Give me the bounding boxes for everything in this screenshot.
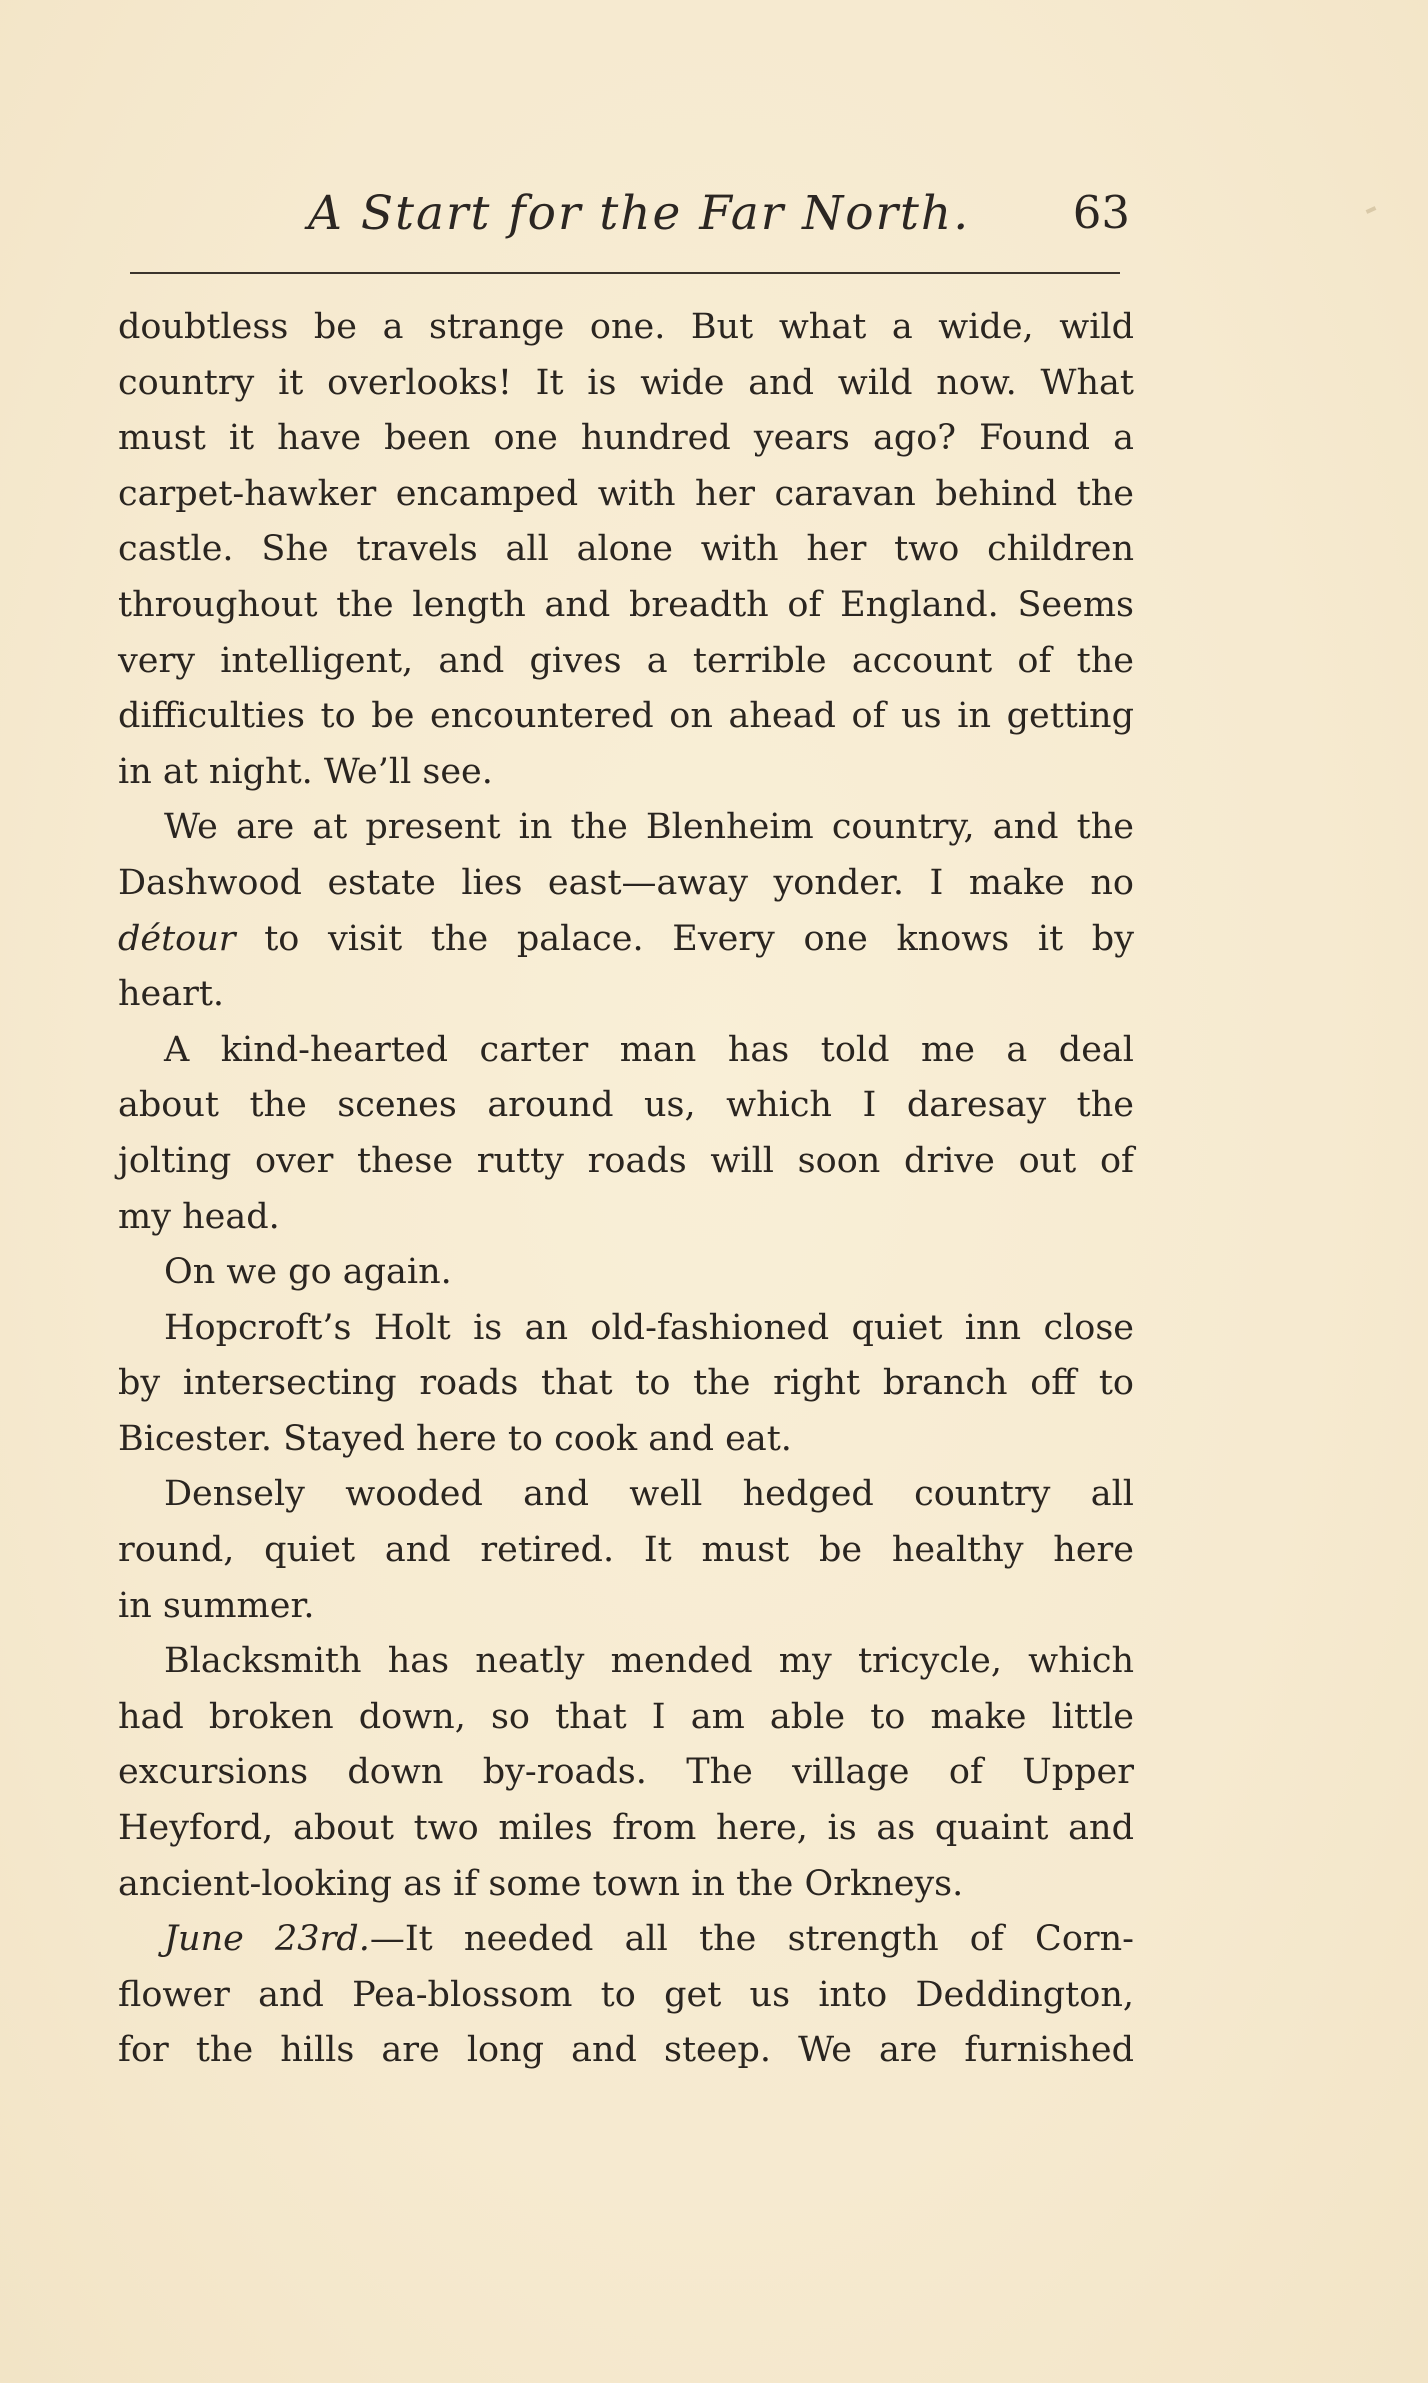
text-line: in at night. We’ll see.	[118, 751, 493, 792]
text-line-rest: —It needed all the strength of Corn-	[369, 1919, 1134, 1960]
text-line: throughout the length and breadth of England. Seems	[118, 584, 1134, 625]
text-line: Bicester. Stayed here to cook and eat.	[118, 1418, 792, 1459]
text-line: Heyford, about two miles from here, is as quaint and	[118, 1808, 1134, 1849]
text-line: for the hills are long and steep. We are furnished	[118, 2030, 1134, 2071]
date-entry: June 23rd.	[164, 1919, 370, 1960]
text-line: heart.	[118, 974, 225, 1015]
text-line-dated	[118, 1912, 1134, 1968]
page-number: 63	[1072, 186, 1130, 239]
text-line: must it have been one hundred years ago? Found a	[118, 418, 1134, 459]
text-line: jolting over these rutty roads will soon drive out of	[118, 1140, 1134, 1181]
text-line: ancient-looking as if some town in the Orkneys.	[118, 1863, 964, 1904]
text-line: Hopcroft’s Holt is an old-fashioned quiet inn close	[164, 1307, 1134, 1348]
text-line: excursions down by-roads. The village of Upper	[118, 1752, 1134, 1793]
italic-word-detour: détour	[118, 918, 236, 959]
text-line: Dashwood estate lies east—away yonder. I make no	[118, 862, 1134, 903]
paper-mark	[1366, 206, 1377, 214]
body-text	[118, 300, 1134, 2079]
text-line-rest: to visit the palace. Every one knows it by	[264, 918, 1134, 959]
text-line: doubtless be a strange one. But what a wide, wild	[118, 307, 1134, 347]
text-line: round, quiet and retired. It must be healthy here	[118, 1530, 1134, 1571]
text-line: Densely wooded and well hedged country all	[164, 1474, 1134, 1515]
header-rule	[130, 272, 1120, 274]
text-line: castle. She travels all alone with her two children	[118, 529, 1134, 570]
running-head	[118, 178, 1134, 248]
text-line: flower and Pea-blossom to get us into Deddington,	[118, 1974, 1134, 2015]
text-line: in summer.	[118, 1585, 315, 1626]
text-line: We are at present in the Blenheim country, and the	[164, 807, 1134, 848]
text-line: A kind-hearted carter man has told me a deal	[164, 1029, 1134, 1070]
text-line: very intelligent, and gives a terrible account of the	[118, 640, 1134, 681]
text-line: country it overlooks! It is wide and wild now. What	[118, 362, 1134, 403]
text-line: about the scenes around us, which I daresay the	[118, 1085, 1134, 1126]
running-title: A Start for the Far North.	[308, 186, 971, 241]
text-line-detour	[118, 912, 1134, 968]
text-line: had broken down, so that I am able to make little	[118, 1696, 1134, 1737]
text-line: carpet-hawker encamped with her caravan behind the	[118, 473, 1134, 514]
text-line: by intersecting roads that to the right branch off to	[118, 1363, 1134, 1404]
text-line: difficulties to be encountered on ahead of us in getting	[118, 696, 1134, 737]
text-line: On we go again.	[164, 1252, 452, 1293]
text-line: Blacksmith has neatly mended my tricycle, which	[164, 1641, 1134, 1682]
text-line: my head.	[118, 1196, 280, 1237]
